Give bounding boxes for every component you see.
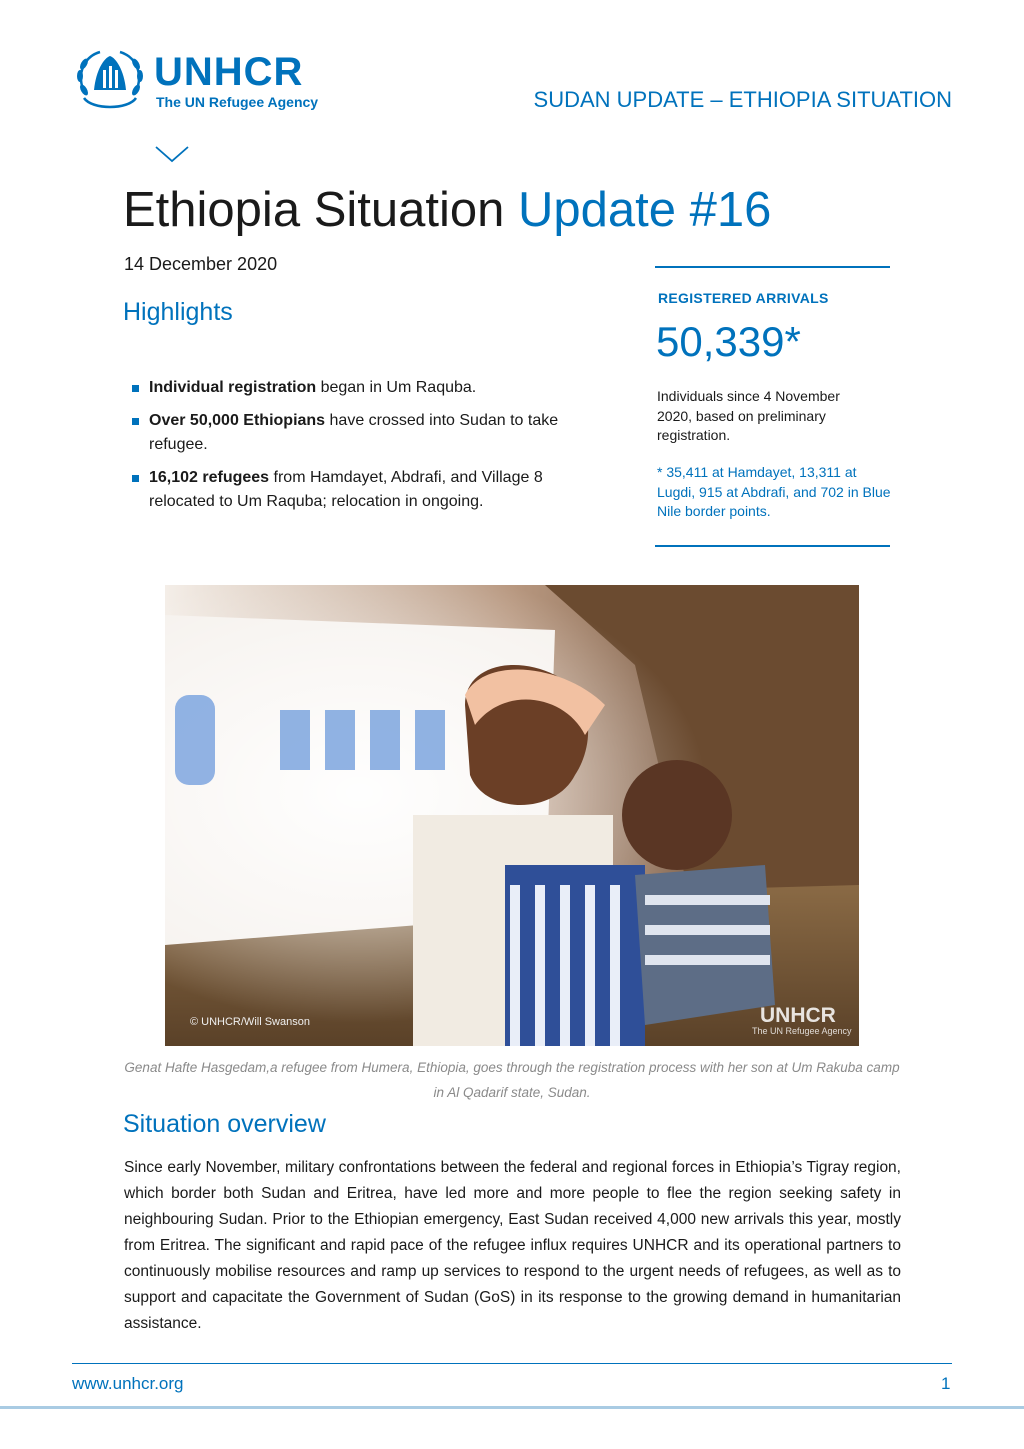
sidebar-divider-top <box>655 266 890 268</box>
arrivals-value: 50,339* <box>656 318 801 365</box>
section-title: SUDAN UPDATE – ETHIOPIA SITUATION <box>533 87 952 112</box>
highlights-list <box>130 376 580 523</box>
overview-heading: Situation overview <box>123 1110 326 1138</box>
bullet-icon <box>132 385 139 392</box>
photo-caption: Genat Hafte Hasgedam,a refugee from Humera, Ethiopia, goes through the registration process with her son at Um Rakuba camp in Al Qadarif state, Sudan. <box>124 1060 900 1100</box>
arrivals-description: Individuals since 4 November 2020, based on preliminary registration. <box>657 388 840 443</box>
highlight-item <box>130 376 580 400</box>
highlight-item <box>130 409 580 457</box>
highlight-item <box>130 466 580 514</box>
bottom-bar <box>0 1406 1024 1409</box>
highlight-bold: Over 50,000 Ethiopians <box>149 412 326 429</box>
photo-credit: © UNHCR/Will Swanson <box>190 1016 310 1028</box>
logo-subtitle: The UN Refugee Agency <box>156 94 319 110</box>
footer-divider <box>72 1363 952 1364</box>
page-number: 1 <box>941 1374 951 1393</box>
footer-link[interactable]: www.unhcr.org <box>72 1374 184 1393</box>
highlight-text: from Hamdayet, Abdrafi, and Village 8 relocated to Um Raquba; relocation in ongoing. <box>149 469 543 510</box>
photo-refugee-mother-and-son <box>165 585 859 1046</box>
chevron-down-icon <box>155 145 189 163</box>
highlight-text: began in Um Raquba. <box>316 379 477 396</box>
highlight-text: have crossed into Sudan to take refugee. <box>149 412 559 453</box>
highlight-bold: 16,102 refugees <box>149 469 270 486</box>
document-title <box>123 182 771 238</box>
arrivals-label: REGISTERED ARRIVALS <box>658 290 829 306</box>
title-accent: Update #16 <box>518 183 772 237</box>
overview-paragraph: Since early November, military confrontations between the federal and regional forces in Ethiopia’s Tigray region, which border both Sudan and Eritrea, have led more and more people to flee the region seeking safety in neighbouring Sudan. Prior to the Ethiopian emergency, East Sudan received 4,000 new arrivals this year, mostly from Eritrea. The significant and rapid pace of the refugee influx requires UNHCR and its operational partners to continuously mobilise resources and ramp up services to respond to the urgent needs of refugees, as well as to support and capacitate the Government of Sudan (GoS) in its response to the growing demand in humanitarian assistance. <box>124 1159 901 1332</box>
photo-watermark-subtitle: The UN Refugee Agency <box>752 1026 852 1036</box>
title-main: Ethiopia Situation <box>123 183 518 237</box>
bullet-icon <box>132 475 139 482</box>
highlight-bold: Individual registration <box>149 379 317 396</box>
photo-watermark: UNHCR <box>760 1004 836 1027</box>
bullet-icon <box>132 418 139 425</box>
sidebar-divider-bottom <box>655 545 890 547</box>
arrivals-footnote: * 35,411 at Hamdayet, 13,311 at Lugdi, 915 at Abdrafi, and 702 in Blue Nile border points. <box>657 464 891 519</box>
document-date: 14 December 2020 <box>124 254 278 274</box>
logo-wordmark: UNHCR <box>154 50 304 94</box>
highlights-heading: Highlights <box>123 298 233 326</box>
